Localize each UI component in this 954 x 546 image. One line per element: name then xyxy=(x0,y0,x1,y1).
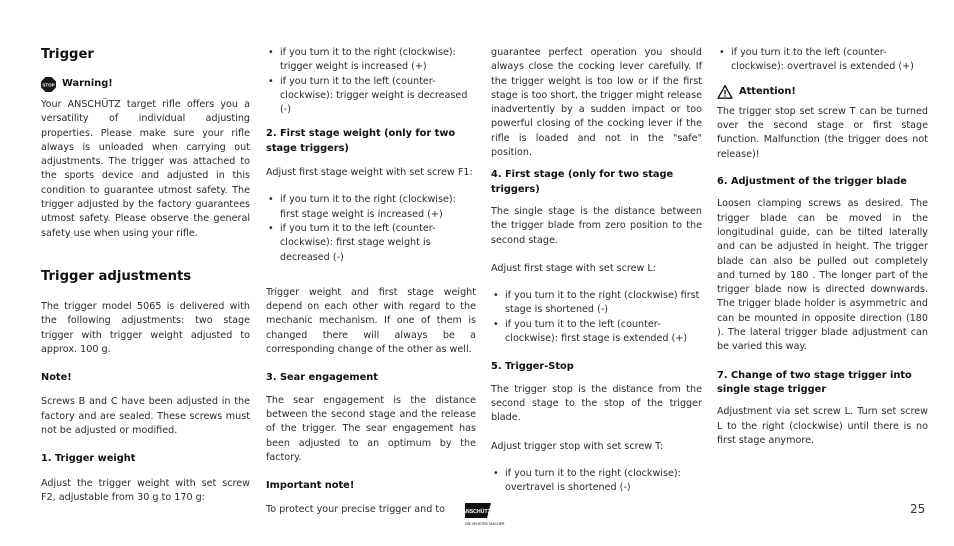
column-3 xyxy=(491,46,702,495)
logo-mark-icon xyxy=(465,503,491,518)
stop-sign-icon xyxy=(41,77,56,92)
logo-name: ANSCHÜTZ xyxy=(465,509,491,515)
adjustments-text: The trigger model 5065 is delivered with the following adjustments: two stage trigger with trigger weight adjusted to approx. 100 g. xyxy=(41,300,250,355)
logo-tagline: DIE MEISTER MACHER xyxy=(465,522,505,526)
trigger-adjustments-title: Trigger adjustments xyxy=(41,268,192,284)
anschutz-logo xyxy=(465,503,505,526)
trigger-title: Trigger xyxy=(41,47,94,62)
list-item: • if you turn it to the right (clockwise): trigger weight is increased (+) xyxy=(266,46,476,75)
first-stage-weight-title: 2. First stage weight (only for two stage triggers) xyxy=(266,128,456,154)
first-stage-text: The single stage is the distance between the trigger blade from zero position to the second stage. xyxy=(491,205,702,246)
list-item: • if you turn it to the left (counter-clockwise): overtravel is extended (+) xyxy=(717,46,928,75)
trigger-stop-text: The trigger stop is the distance from the second stage to the stop of the trigger blade. xyxy=(491,383,702,424)
page-number: 25 xyxy=(910,502,926,516)
column-4 xyxy=(717,46,928,448)
first-stage-bullets xyxy=(491,289,702,346)
note-label: Note! xyxy=(41,372,72,384)
first-stage-weight-bullets xyxy=(266,193,476,264)
column-1 xyxy=(41,46,250,505)
guarantee-text: guarantee perfect operation you should always close the cocking lever carefully. If the trigger weight is too low or if the first stage is too short, the trigger might release inadvertently by a sudden impact or too powerful closing of the cocking lever if the rifle is loaded and not in the "safe" position. xyxy=(491,47,702,159)
trigger-weight-title: 1. Trigger weight xyxy=(41,453,136,465)
column-2 xyxy=(266,46,476,518)
warning-heading xyxy=(41,77,250,92)
warning-label: Warning! xyxy=(62,78,113,90)
trigger-stop-bullets xyxy=(491,467,702,496)
stop-sign-text: STOP xyxy=(42,82,55,88)
sear-engagement-text: The sear engagement is the distance between the second stage and the release of the trigger. The sear engagement has been adjusted to an optimum by the factory. xyxy=(266,394,476,463)
change-trigger-text: Adjustment via set screw L. Turn set screw L to the right (clockwise) until there is no first stage anymore. xyxy=(717,406,928,446)
note-text: Screws B and C have been adjusted in the factory and are sealed. These screws must not be adjusted or modified. xyxy=(41,396,250,437)
dependency-text: Trigger weight and first stage weight depend on each other with regard to the mechanic mechanism. If one of them is changed there will always be a corresponding change of the other as well. xyxy=(266,286,476,356)
adjust-trigger-stop-text: Adjust trigger stop with set screw T: xyxy=(491,440,664,452)
adjust-first-stage-text: Adjust first stage with set screw L: xyxy=(491,262,657,274)
important-note-title: Important note! xyxy=(266,480,355,492)
sear-engagement-title: 3. Sear engagement xyxy=(266,372,378,384)
list-item: • if you turn it to the right (clockwise): overtravel is shortened (-) xyxy=(491,467,702,496)
list-item: • if you turn it to the left (counter-clockwise): first stage is extended (+) xyxy=(491,318,702,347)
change-trigger-title: 7. Change of two stage trigger into single stage trigger xyxy=(717,369,912,395)
list-item: • if you turn it to the left (counter-clockwise): first stage weight is decreased (-) xyxy=(266,222,476,265)
trigger-blade-text: Loosen clamping screws as desired. The trigger blade can be moved in the longitudinal guide, can be tilted laterally and can be adjusted in height. The trigger blade can also be pulled out completely and turned by 180 . The longer part of the trigger blade now is directed downwards. The trigger blade holder is asymmetric and can be mounted in opposite direction (180 ). The lateral trigger blade adjustment can be varied this way. xyxy=(717,198,928,353)
list-item: • if you turn it to the left (counter-clockwise): trigger weight is decreased (-) xyxy=(266,75,476,118)
trigger-stop-title: 5. Trigger-Stop xyxy=(491,361,574,373)
weight-bullets xyxy=(266,46,476,117)
warning-text: Your ANSCHÜTZ target rifle offers you a versatility of individual adjusting properties. Please make sure your rifle always is unloaded when carrying out adjustments. The trigger was attached to the sports device and adjusted in this condition to guarantee utmost safety. The trigger adjusted by the factory guarantees utmost safety. Please observe the general safety use when using your rifle. xyxy=(41,99,250,239)
attention-text: The trigger stop set screw T can be turned over the second stage or first stage function. Malfunction (the trigger does not release)! xyxy=(717,105,928,160)
list-item: • if you turn it to the right (clockwise): first stage weight is increased (+) xyxy=(266,193,476,222)
first-stage-weight-text: Adjust first stage weight with set screw F1: xyxy=(266,167,473,179)
attention-heading xyxy=(717,85,928,99)
attention-label: Attention! xyxy=(739,85,796,97)
list-item: • if you turn it to the right (clockwise) first stage is shortened (-) xyxy=(491,289,702,318)
trigger-blade-title: 6. Adjustment of the trigger blade xyxy=(717,176,907,188)
trigger-weight-text: Adjust the trigger weight with set screw F2, adjustable from 30 g to 170 g: xyxy=(41,477,250,503)
important-note-text: To protect your precise trigger and to xyxy=(266,504,446,516)
warning-triangle-icon xyxy=(717,85,733,99)
first-stage-title: 4. First stage (only for two stage triggers) xyxy=(491,169,674,195)
trigger-stop-bullets-continued xyxy=(717,46,928,75)
